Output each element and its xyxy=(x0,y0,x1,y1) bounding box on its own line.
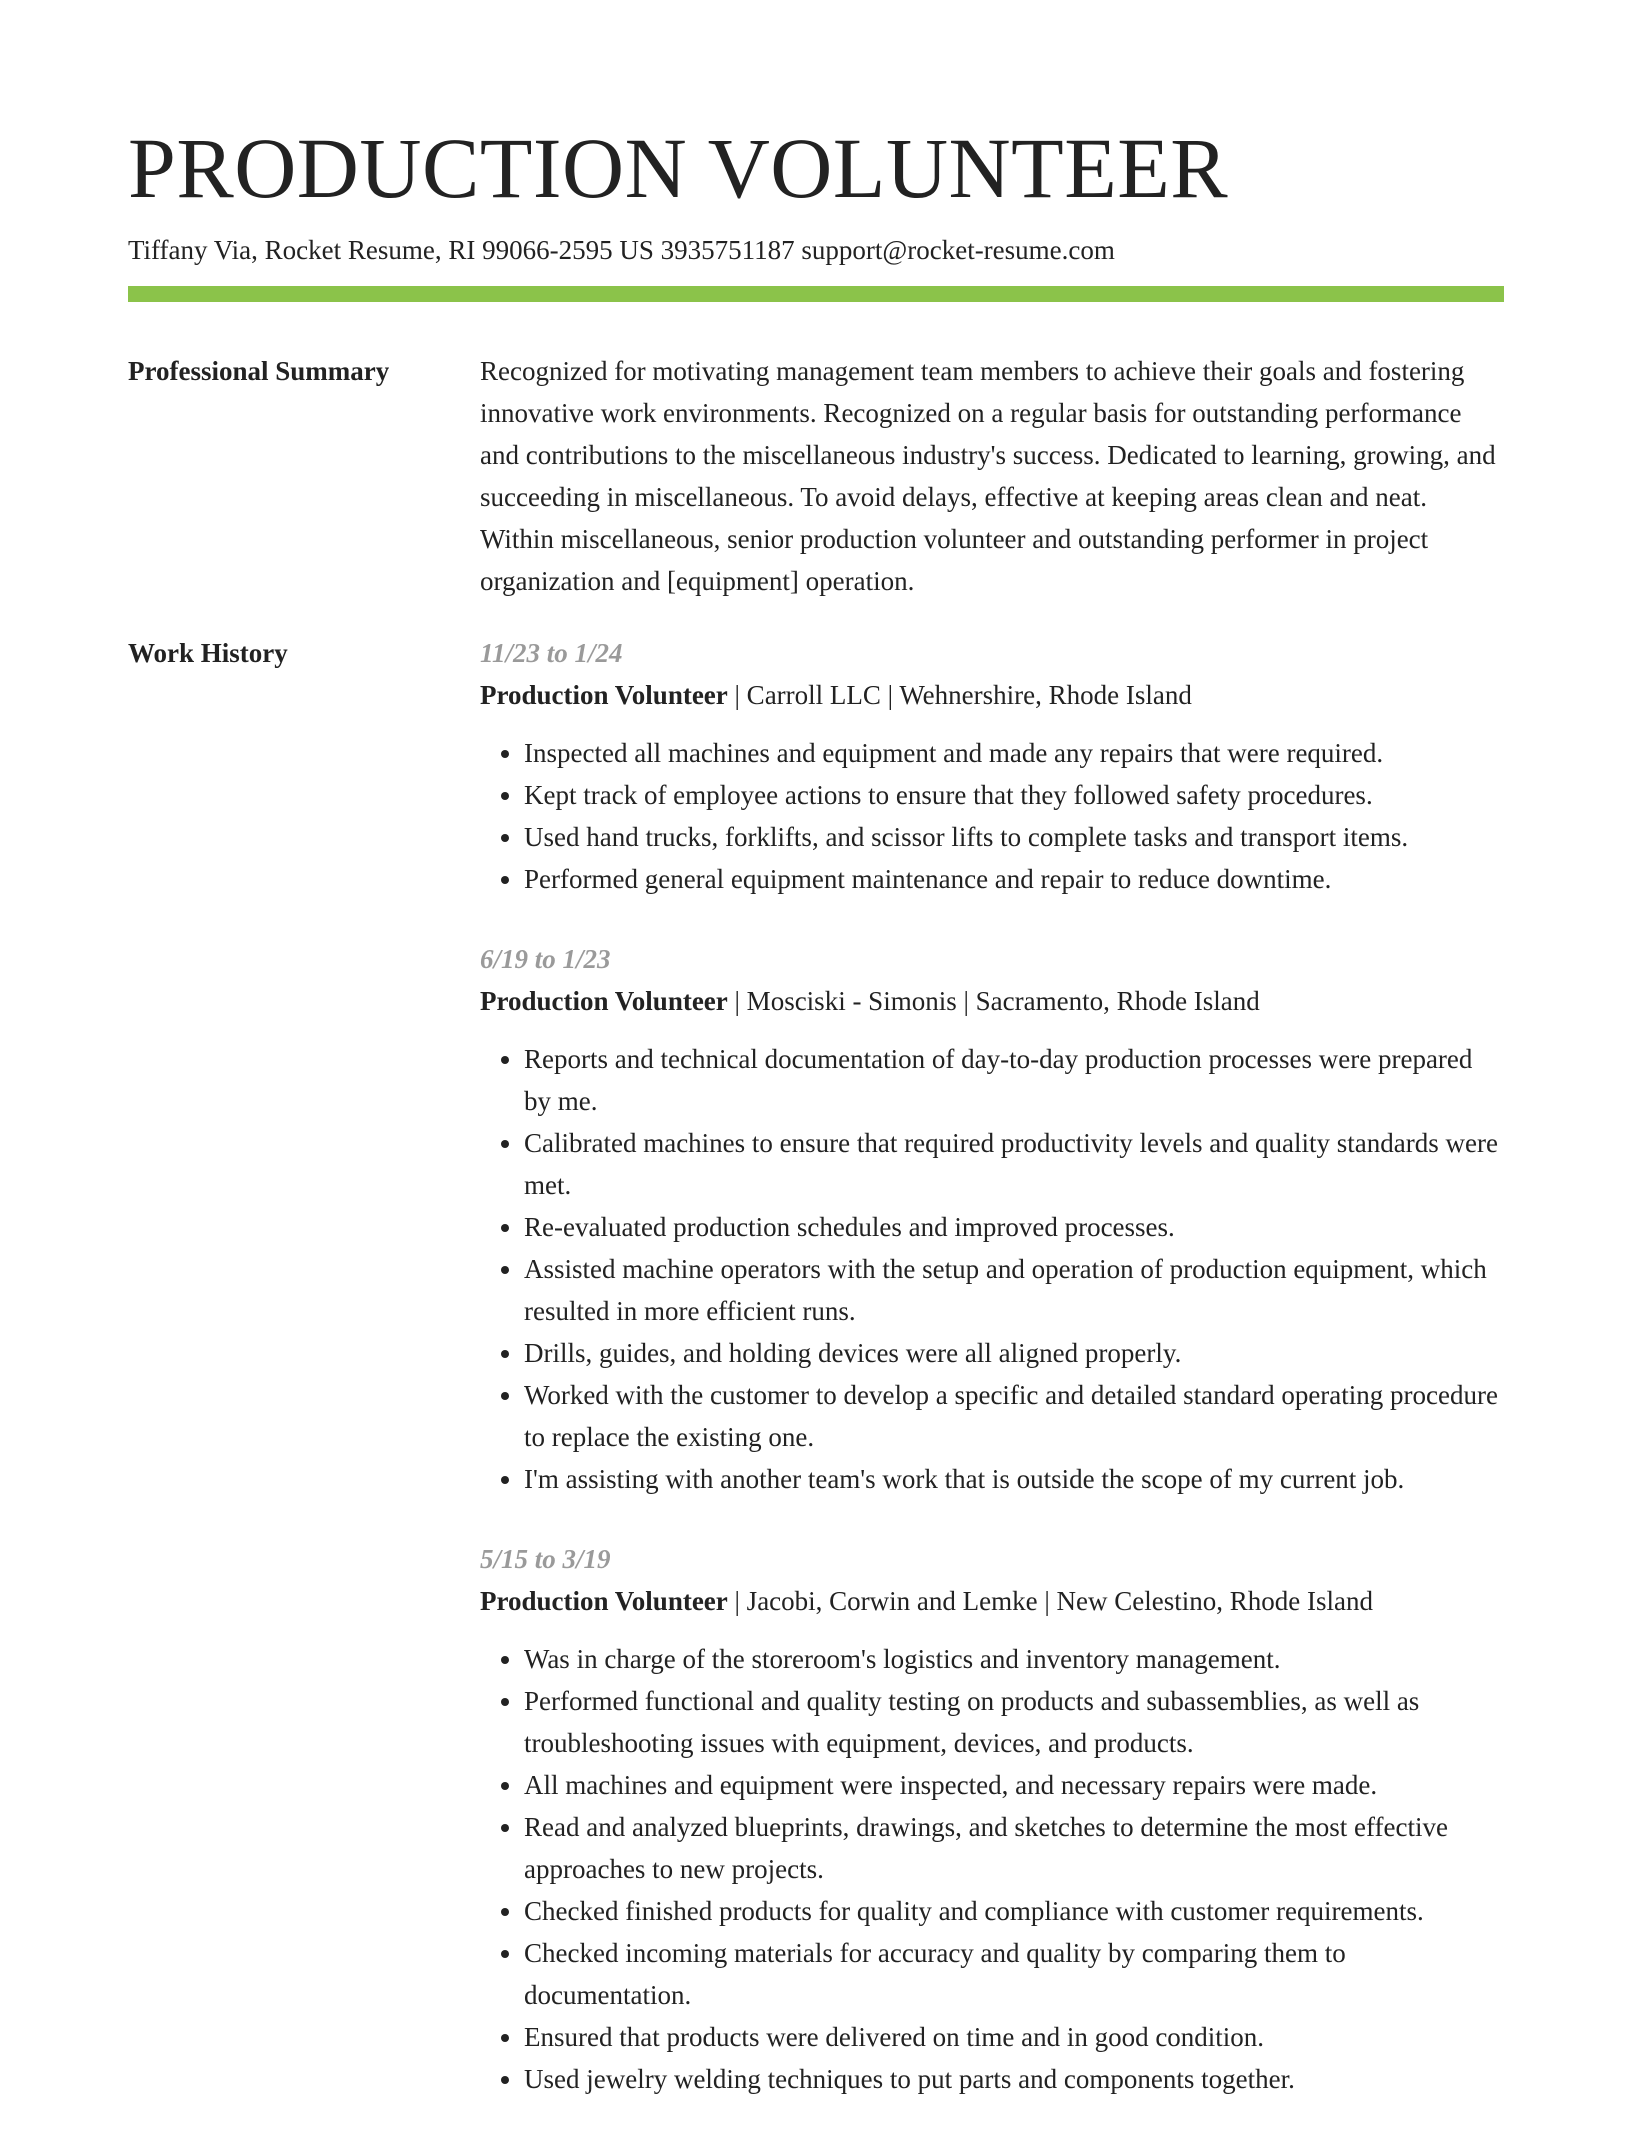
job-bullet: • Drills, guides, and holding devices were all aligned properly. xyxy=(524,1332,1504,1374)
contact-line: Tiffany Via, Rocket Resume, RI 99066-2595 US 3935751187 support@rocket-resume.com xyxy=(128,235,1115,265)
job-details: | Jacobi, Corwin and Lemke | New Celestino, Rhode Island xyxy=(727,1586,1373,1616)
header-divider xyxy=(128,286,1504,302)
job-dates: 11/23 to 1/24 xyxy=(480,638,623,668)
job-bullet: • Reports and technical documentation of day-to-day production processes were prepared by me. xyxy=(524,1038,1504,1122)
summary-label: Professional Summary xyxy=(128,356,390,386)
job-title-line xyxy=(480,674,1504,716)
job-bullet: • Worked with the customer to develop a specific and detailed standard operating procedure to replace the existing one. xyxy=(524,1374,1504,1458)
job-bullet: • Re-evaluated production schedules and improved processes. xyxy=(524,1206,1504,1248)
job-bullets xyxy=(480,1038,1504,1500)
job-bullet: • Calibrated machines to ensure that required productivity levels and quality standards were met. xyxy=(524,1122,1504,1206)
job-bullets xyxy=(480,1638,1504,2100)
job-title: Production Volunteer xyxy=(480,1586,728,1616)
summary-text: Recognized for motivating management team members to achieve their goals and fostering innovative work environments. Recognized on a regular basis for outstanding performance and contributions to the miscellaneous industry's success. Dedicated to learning, growing, and succeeding in miscellaneous. To avoid delays, effective at keeping areas clean and neat. Within miscellaneous, senior production volunteer and outstanding performer in project organization and [equipment] operation. xyxy=(480,356,1496,596)
work-history-section xyxy=(128,632,1504,2138)
job-title: Production Volunteer xyxy=(480,680,728,710)
job-bullet: • Used hand trucks, forklifts, and scissor lifts to complete tasks and transport items. xyxy=(524,816,1504,858)
job-bullet: • Checked incoming materials for accuracy and quality by comparing them to documentation. xyxy=(524,1932,1504,2016)
job-bullet: • Used jewelry welding techniques to put parts and components together. xyxy=(524,2058,1504,2100)
job-bullet: • Performed functional and quality testing on products and subassemblies, as well as troubleshooting issues with equipment, devices, and products. xyxy=(524,1680,1504,1764)
job-bullet: • Read and analyzed blueprints, drawings, and sketches to determine the most effective approaches to new projects. xyxy=(524,1806,1504,1890)
job-bullet: • Performed general equipment maintenance and repair to reduce downtime. xyxy=(524,858,1504,900)
summary-body xyxy=(480,350,1504,602)
resume-name: PRODUCTION VOLUNTEER xyxy=(128,120,1229,216)
job-bullet: • Inspected all machines and equipment and made any repairs that were required. xyxy=(524,732,1504,774)
job-details: | Mosciski - Simonis | Sacramento, Rhode Island xyxy=(727,986,1260,1016)
job-bullet: • Ensured that products were delivered on time and in good condition. xyxy=(524,2016,1504,2058)
job-bullet: • Was in charge of the storeroom's logistics and inventory management. xyxy=(524,1638,1504,1680)
job-bullet: • Kept track of employee actions to ensure that they followed safety procedures. xyxy=(524,774,1504,816)
job-bullet: • I'm assisting with another team's work that is outside the scope of my current job. xyxy=(524,1458,1504,1500)
job-title-line xyxy=(480,980,1504,1022)
job-bullet: • Checked finished products for quality and compliance with customer requirements. xyxy=(524,1890,1504,1932)
job-bullet: • Assisted machine operators with the setup and operation of production equipment, which resulted in more efficient runs. xyxy=(524,1248,1504,1332)
work-history-label: Work History xyxy=(128,638,288,668)
job-entry xyxy=(480,938,1504,1500)
job-title: Production Volunteer xyxy=(480,986,728,1016)
job-details: | Carroll LLC | Wehnershire, Rhode Island xyxy=(727,680,1192,710)
job-dates: 5/15 to 3/19 xyxy=(480,1544,611,1574)
job-entry xyxy=(480,1538,1504,2100)
job-title-line xyxy=(480,1580,1504,1622)
job-entry xyxy=(480,632,1504,900)
job-dates: 6/19 to 1/23 xyxy=(480,944,611,974)
job-bullet: • All machines and equipment were inspected, and necessary repairs were made. xyxy=(524,1764,1504,1806)
summary-section xyxy=(128,350,1504,602)
work-history-body xyxy=(480,632,1504,2138)
job-bullets xyxy=(480,732,1504,900)
